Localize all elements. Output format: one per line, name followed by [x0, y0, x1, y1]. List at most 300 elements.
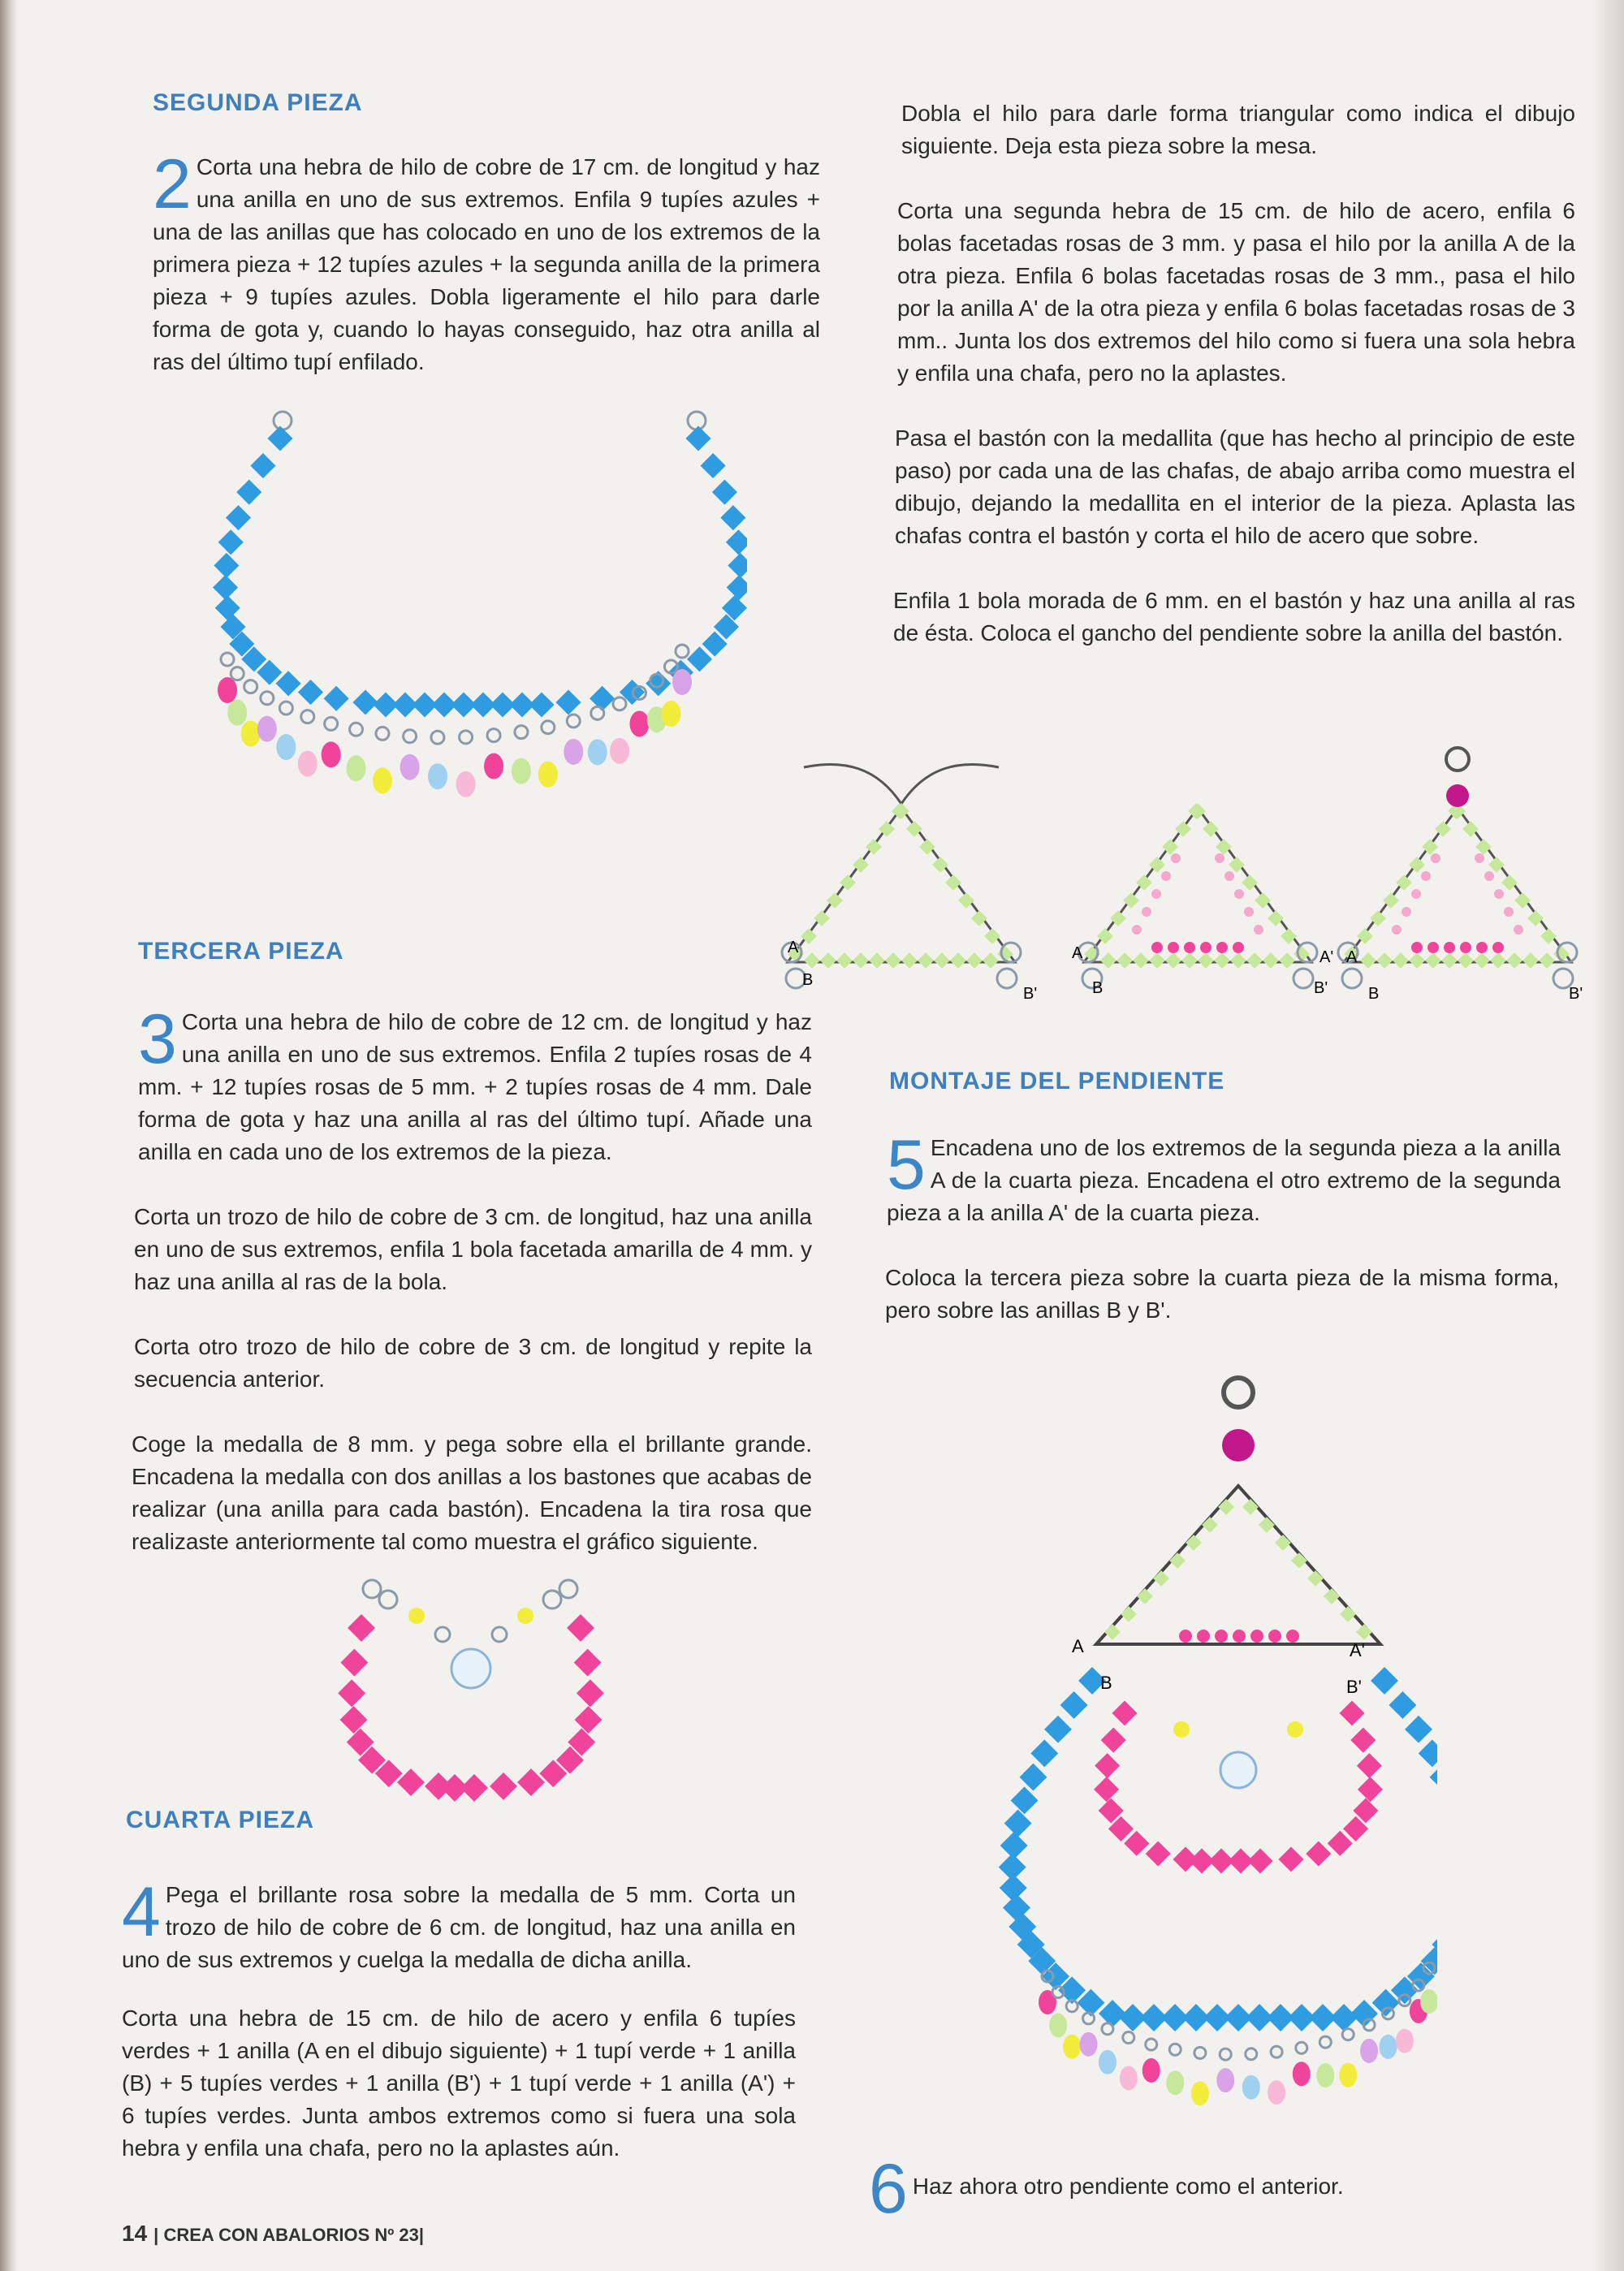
pink-facet-bead	[1168, 942, 1179, 953]
pink-facet-bead	[1233, 1630, 1246, 1643]
pink-facet-bead	[1514, 925, 1523, 935]
pink-facet-bead	[1411, 942, 1423, 953]
issue-number: Nº 23	[374, 2225, 419, 2245]
label-A-prime-2: A'	[1320, 948, 1334, 966]
green-bead	[1100, 952, 1116, 969]
blue-bead	[1011, 1786, 1039, 1814]
green-bead	[869, 952, 885, 969]
step-number-5: 5	[887, 1126, 926, 1204]
pink-facet-bead	[1151, 942, 1163, 953]
green-bead	[804, 952, 820, 969]
charm-ring	[591, 706, 604, 719]
pink-facet-bead	[1215, 1630, 1228, 1643]
blue-bead	[1430, 1764, 1437, 1791]
green-bead	[1474, 952, 1490, 969]
pink-bead	[348, 1614, 375, 1642]
step-number-3: 3	[138, 1000, 177, 1078]
charm-bead	[1268, 2080, 1285, 2105]
green-bead	[1376, 952, 1393, 969]
label-B: B	[802, 971, 814, 989]
charm-ring	[613, 697, 626, 710]
top-ring-left	[274, 412, 292, 430]
yellow-bead	[1287, 1721, 1303, 1738]
jump-ring	[997, 969, 1017, 988]
blue-bead	[529, 692, 554, 717]
pink-facet-bead	[1484, 871, 1494, 881]
blue-bead	[324, 686, 349, 711]
blue-bead	[720, 505, 745, 530]
right-paragraph-4: Enfila 1 bola morada de 6 mm. en el bastón y haz una anilla al ras de ésta. Coloca el gancho del pendiente sobre la anilla del bastón.	[893, 588, 1575, 645]
green-bead	[1242, 874, 1258, 891]
label-B-prime: B'	[1023, 985, 1038, 1003]
blue-bead	[236, 480, 261, 505]
charm-bead	[1049, 2013, 1067, 2037]
charm-bead	[564, 739, 583, 765]
charm-bead	[672, 669, 692, 695]
blue-bead	[213, 575, 238, 600]
charm-ring	[1342, 2029, 1354, 2040]
pink-bead	[1094, 1777, 1119, 1802]
charm-bead	[241, 721, 261, 747]
pink-bead	[338, 1679, 365, 1707]
green-bead	[1501, 874, 1518, 891]
green-bead	[1246, 952, 1263, 969]
blue-bead	[298, 680, 323, 705]
section3-paragraph-3: Corta otro trozo de hilo de cobre de 3 cm. de longitud y repite la secuencia anterior.	[134, 1334, 812, 1392]
pink-facet-bead	[1132, 925, 1142, 935]
pink-bead	[1247, 1848, 1272, 1873]
label-A-2: A	[1072, 944, 1083, 962]
charm-ring	[1083, 2013, 1095, 2024]
green-bead	[1425, 952, 1441, 969]
section3-paragraph-4: Coge la medalla de 8 mm. y pega sobre ella el brillante grande. Encadena la medalla con dos anillas a los bastones que acabas de realizar (una anilla para cada bastón). Encadena la tira rosa que realizaste anteriormente tal como muestra el gráfico siguiente.	[132, 1431, 812, 1554]
charm-bead	[400, 754, 420, 780]
charm-bead	[1316, 2063, 1334, 2088]
yellow-bead	[1173, 1721, 1190, 1738]
section-heading-tercera: TERCERA PIEZA	[138, 938, 344, 965]
charm-bead	[1420, 1989, 1437, 2014]
blue-bead	[1419, 1739, 1437, 1767]
blue-bead	[1389, 1691, 1416, 1719]
blue-bead	[1371, 1667, 1398, 1695]
pink-facet-bead	[1200, 942, 1212, 953]
charm-bead	[257, 716, 277, 742]
diagram-cuarta-pieza-triangles	[780, 735, 1592, 1011]
charm-ring	[1220, 2049, 1231, 2060]
right-paragraph-1: Dobla el hilo para darle forma triangular como indica el dibujo siguiente. Deja esta pieza sobre la mesa.	[901, 101, 1575, 158]
charm-ring	[350, 723, 363, 736]
green-bead	[1202, 1517, 1218, 1533]
section3-paragraph-2: Corta un trozo de hilo de cobre de 3 cm. de longitud, haz una anilla en uno de sus extremos, enfila 1 bola facetada amarilla de 4 mm. y haz una anilla al ras de la bola.	[134, 1204, 812, 1294]
green-bead	[1506, 952, 1522, 969]
charm-bead	[538, 762, 558, 788]
top-ring-right	[688, 412, 706, 430]
pink-bead	[490, 1772, 517, 1800]
charm-bead	[512, 758, 531, 784]
triangle-steps	[782, 748, 1577, 988]
left-column	[122, 89, 820, 378]
pink-facet-bead	[1215, 853, 1224, 863]
section4-block	[122, 1807, 812, 2165]
charm-ring	[325, 717, 338, 730]
blue-bead	[701, 453, 726, 478]
charm-bead	[322, 741, 341, 767]
pink-facet-bead	[1444, 942, 1455, 953]
charm-bead	[1396, 2029, 1414, 2053]
right-paragraph-2: Corta una segunda hebra de 15 cm. de hilo de acero, enfila 6 bolas facetadas rosas de 3 mm. y pasa el hilo por la anilla A de la otra pieza. Enfila 6 bolas facetadas rosas de 3 mm., pasa el hilo por la anilla A' de la otra pieza y enfila 6 bolas facetadas rosas de 3 mm.. Junta los dos extremos del hilo como si fuera una sola hebra y enfila una chafa, pero no la aplastes.	[897, 198, 1575, 386]
charm-ring	[376, 727, 389, 740]
charm-bead	[629, 710, 649, 736]
jump-ring	[1342, 969, 1362, 988]
blue-bead	[250, 453, 275, 478]
pink-bead	[1278, 1846, 1303, 1872]
green-bead	[1133, 952, 1149, 969]
charm-bead	[347, 755, 366, 781]
green-bead	[1356, 1624, 1372, 1640]
pink-bead-drop	[338, 1580, 604, 1802]
step-number-2: 2	[153, 145, 192, 223]
purple-bead	[1222, 1429, 1255, 1461]
green-bead	[950, 952, 966, 969]
green-bead	[1281, 928, 1297, 944]
page-footer: 14 | CREA CON ABALORIOS Nº 23|	[122, 2221, 425, 2246]
wire-triangle	[1344, 808, 1571, 962]
charm-bead	[1080, 2032, 1098, 2057]
page-spine	[0, 0, 18, 2271]
green-bead	[1307, 1570, 1324, 1587]
yellow-bead	[517, 1608, 533, 1624]
charm-bead	[428, 763, 447, 789]
pink-facet-bead	[1142, 907, 1151, 917]
blue-bead	[352, 689, 378, 715]
pink-facet-bead	[1286, 1630, 1299, 1643]
wire-triangle	[788, 808, 1015, 962]
pink-facet-bead	[1411, 889, 1421, 899]
charm-ring	[301, 710, 314, 723]
blue-bead	[1030, 1739, 1058, 1767]
charm-bead	[588, 739, 607, 765]
green-bead	[1275, 1535, 1291, 1551]
green-bead	[1116, 952, 1133, 969]
green-bead	[1527, 910, 1544, 926]
charm-fringe	[218, 645, 692, 797]
section3-paragraph-1: 3 Corta una hebra de hilo de cobre de 12 cm. de longitud y haz una anilla en uno de sus extremos. Enfila 2 tupíes rosas de 4 mm. + 12 tupíes rosas de 5 mm. + 2 tupíes rosas de 4 mm. Dale forma de gota y haz una anilla al ras del último tupí. Añade una anilla en cada uno de los extremos de la pieza.	[138, 1000, 812, 1164]
charm-bead	[661, 701, 680, 727]
green-bead	[1458, 952, 1474, 969]
section5-paragraph-1: 5 Encadena uno de los extremos de la segunda pieza a la anilla A de la cuarta pieza. Encadena el otro extremo de la segunda pieza a la anilla A' de la cuarta pieza.	[887, 1126, 1561, 1225]
pink-bead	[1101, 1728, 1126, 1753]
green-bead	[1259, 1517, 1275, 1533]
green-bead	[1104, 1624, 1121, 1640]
green-bead	[1522, 952, 1539, 969]
blue-bead	[687, 646, 712, 671]
green-bead	[853, 952, 869, 969]
yellow-bead	[408, 1608, 425, 1624]
pink-facet-bead	[1494, 889, 1504, 899]
pink-facet-bead	[1475, 853, 1484, 863]
label-B-prime-final: B'	[1346, 1677, 1362, 1697]
green-bead	[820, 952, 836, 969]
charm-bead	[484, 753, 503, 779]
pink-bead	[577, 1679, 604, 1707]
charm-bead	[1191, 2081, 1209, 2105]
charm-ring	[244, 680, 257, 693]
green-bead	[1279, 952, 1295, 969]
pink-facet-bead	[1151, 889, 1161, 899]
pink-facet-bead	[1179, 1630, 1192, 1643]
section6-paragraph: 6 Haz ahora otro pendiente como el anterior.	[869, 2150, 1344, 2228]
green-bead	[885, 952, 901, 969]
pink-facet-bead	[1268, 1630, 1281, 1643]
pink-facet-bead	[1234, 889, 1244, 899]
charm-bead	[1360, 2039, 1378, 2063]
charm-ring	[567, 715, 580, 727]
green-bead	[934, 952, 950, 969]
green-bead	[1186, 1535, 1202, 1551]
blue-bead	[726, 529, 747, 555]
charm-bead	[1379, 2035, 1397, 2059]
pink-facet-bead	[1233, 942, 1244, 953]
section5-block	[885, 1068, 1575, 1327]
charm-bead	[1142, 2058, 1160, 2083]
green-bead	[945, 874, 961, 891]
ear-hook	[1224, 1378, 1253, 1407]
pink-facet-bead	[1421, 871, 1431, 881]
pink-bead	[1112, 1700, 1137, 1725]
charm-bead	[1099, 2050, 1116, 2075]
right-column	[885, 97, 1575, 650]
label-A-3: A	[1346, 948, 1358, 966]
green-bead	[958, 892, 974, 909]
pink-facet-bead	[1392, 925, 1402, 935]
charm-ring	[1296, 2042, 1307, 2053]
pink-bead	[340, 1706, 368, 1733]
wire-ends	[804, 764, 999, 804]
pink-bead	[1095, 1753, 1120, 1778]
pink-facet-bead	[1431, 853, 1440, 863]
jump-ring	[492, 1627, 507, 1642]
charm-ring	[279, 702, 292, 715]
charm-bead	[1166, 2070, 1184, 2095]
charm-bead	[1120, 2066, 1138, 2090]
charm-ring	[431, 731, 444, 744]
green-bead	[1198, 952, 1214, 969]
diagram-tercera-pieza	[325, 1563, 617, 1815]
blue-bead	[226, 505, 251, 530]
charm-ring	[1246, 2049, 1257, 2060]
charm-ring	[1194, 2047, 1206, 2058]
diagram-montaje	[950, 1364, 1437, 2176]
green-bead	[1153, 1570, 1169, 1587]
green-bead	[1137, 1588, 1153, 1604]
charm-ring	[460, 731, 473, 744]
step-number-4: 4	[122, 1873, 161, 1951]
charm-bead	[1293, 2062, 1311, 2086]
pink-bead	[1357, 1753, 1382, 1778]
pink-facet-bead	[1224, 871, 1234, 881]
wire-triangle	[1096, 1486, 1380, 1644]
section-heading-montaje: MONTAJE DEL PENDIENTE	[889, 1068, 1225, 1094]
medal	[451, 1649, 490, 1688]
green-bead	[983, 952, 999, 969]
label-B-3: B	[1368, 985, 1380, 1003]
page-number: 14	[122, 2221, 148, 2246]
green-bead	[1340, 1606, 1356, 1622]
charm-ring	[261, 692, 274, 705]
green-bead	[901, 952, 918, 969]
section-heading-segunda: SEGUNDA PIEZA	[153, 89, 363, 116]
green-bead	[918, 952, 934, 969]
jump-ring	[363, 1580, 381, 1598]
pink-facet-bead	[1492, 942, 1504, 953]
charm-ring	[1123, 2031, 1134, 2043]
label-B-final: B	[1100, 1673, 1112, 1693]
pink-bead	[1339, 1700, 1364, 1725]
pink-facet-bead	[1250, 1630, 1263, 1643]
pink-facet-bead	[1244, 907, 1254, 917]
green-bead	[1242, 1499, 1259, 1515]
pink-bead	[460, 1774, 488, 1802]
section4-paragraph-1: 4 Pega el brillante rosa sobre la medalla de 5 mm. Corta un trozo de hilo de cobre de 6 cm. de longitud, haz una anilla en uno de sus extremos y cuelga la medalla de dicha anilla.	[122, 1873, 796, 1972]
green-bead	[1214, 952, 1230, 969]
pink-bead	[567, 1614, 594, 1642]
magazine-name: CREA CON ABALORIOS	[163, 2225, 370, 2245]
medal	[1220, 1752, 1256, 1788]
charm-ring	[1102, 2023, 1113, 2035]
blue-bead	[727, 575, 747, 600]
charm-bead	[276, 734, 296, 760]
charm-bead	[456, 771, 476, 797]
step-number-6: 6	[869, 2150, 908, 2228]
ear-hook	[1446, 748, 1469, 771]
green-bead	[1218, 1499, 1234, 1515]
charm-bead	[298, 751, 317, 777]
green-bead	[1540, 928, 1557, 944]
blue-bead	[214, 553, 239, 578]
purple-bead	[1446, 784, 1469, 807]
charm-ring	[404, 730, 417, 743]
section3-block	[122, 938, 812, 1558]
blue-bead	[215, 595, 240, 620]
blue-bead	[728, 553, 747, 578]
wire-triangle	[1084, 808, 1311, 962]
blue-bead	[1330, 2004, 1358, 2031]
green-bead	[1441, 952, 1458, 969]
charm-ring	[487, 729, 500, 742]
green-bead	[1169, 1552, 1186, 1569]
page-edge	[1592, 0, 1624, 2271]
charm-ring	[542, 721, 555, 734]
section5-paragraph-2: Coloca la tercera pieza sobre la cuarta pieza de la misma forma, pero sobre las anillas B y B'.	[885, 1265, 1559, 1323]
green-bead	[1490, 952, 1506, 969]
blue-bead	[218, 529, 244, 555]
pink-facet-bead	[1504, 907, 1514, 917]
jump-ring	[1294, 969, 1313, 988]
green-bead	[984, 928, 1000, 944]
pink-bead	[575, 1706, 603, 1733]
green-bead	[1393, 952, 1409, 969]
green-bead	[1268, 910, 1284, 926]
blue-bead	[1044, 1716, 1072, 1743]
jump-ring	[543, 1591, 561, 1608]
charm-bead	[1063, 2035, 1081, 2059]
charm-ring	[1146, 2039, 1157, 2050]
charm-ring	[231, 667, 244, 680]
charm-ring	[676, 645, 689, 658]
charm-ring	[221, 653, 234, 666]
charm-bead	[227, 700, 247, 726]
green-bead	[966, 952, 983, 969]
charm-bead	[1242, 2075, 1260, 2100]
charm-ring	[515, 726, 528, 739]
blue-bead	[1405, 1716, 1432, 1743]
label-B-2: B	[1092, 979, 1104, 997]
charm-ring	[1271, 2046, 1282, 2057]
label-A-final: A	[1072, 1636, 1084, 1656]
pink-facet-bead	[1476, 942, 1488, 953]
green-bead	[1539, 952, 1555, 969]
blue-bead	[555, 689, 581, 715]
green-bead	[1409, 952, 1425, 969]
blue-bead	[267, 425, 292, 451]
pink-bead	[340, 1649, 368, 1677]
green-bead	[1255, 892, 1271, 909]
section6-block	[869, 2150, 1600, 2228]
blue-bead	[1004, 1810, 1032, 1837]
pink-facet-bead	[1197, 1630, 1210, 1643]
diagram-segunda-pieza	[162, 398, 747, 869]
blue-bead	[1019, 1764, 1047, 1791]
green-bead	[1181, 952, 1198, 969]
blue-bead	[685, 425, 710, 451]
charm-ring	[1169, 2044, 1181, 2055]
green-bead	[1263, 952, 1279, 969]
pink-facet-bead	[1216, 942, 1228, 953]
label-A-prime-final: A'	[1350, 1640, 1365, 1660]
charm-bead	[1339, 2063, 1357, 2088]
pink-facet-bead	[1184, 942, 1195, 953]
pink-facet-bead	[1161, 871, 1171, 881]
green-bead	[1514, 892, 1531, 909]
pink-facet-bead	[1254, 925, 1263, 935]
green-bead	[971, 910, 987, 926]
pink-bead	[574, 1649, 602, 1677]
blue-bead	[1060, 1691, 1088, 1719]
jump-ring	[435, 1627, 450, 1642]
pink-bead	[1350, 1728, 1376, 1753]
pink-facet-bead	[1402, 907, 1411, 917]
pink-bead	[1146, 1841, 1171, 1867]
right-paragraph-3: Pasa el bastón con la medallita (que has hecho al principio de este paso) por cada una de las chafas, de abajo arriba como muestra el dibujo, dejando la medallita en el interior de la pieza. Aplasta las chafas contra el bastón y corta el hilo de acero que sobre.	[895, 425, 1575, 548]
charm-bead	[218, 677, 237, 703]
green-bead	[1230, 952, 1246, 969]
section4-paragraph-2: Corta una hebra de 15 cm. de hilo de acero y enfila 6 tupíes verdes + 1 anilla (A en el dibujo siguiente) + 1 tupí verde + 1 anilla (B) + 5 tupíes verdes + 1 anilla (B') + 1 tupí verde + 1 anilla (A') + 6 tupíes verdes. Junta ambos extremos como si fuera una sola hebra y enfila una chafa, pero no la aplastes aún.	[122, 2005, 796, 2161]
jump-ring	[379, 1591, 397, 1608]
green-bead	[1121, 1606, 1137, 1622]
green-bead	[1291, 1552, 1307, 1569]
jump-ring	[559, 1580, 577, 1598]
charm-bead	[1216, 2068, 1234, 2092]
charm-bead	[373, 767, 392, 793]
label-B-prime-3: B'	[1569, 985, 1583, 1003]
pink-bead	[1306, 1841, 1331, 1867]
label-A: A	[788, 939, 799, 956]
pink-facet-bead	[1460, 942, 1471, 953]
pink-facet-bead	[1171, 853, 1181, 863]
green-bead	[1360, 952, 1376, 969]
section2-paragraph: 2 Corta una hebra de hilo de cobre de 17 cm. de longitud y haz una anilla en uno de sus extremos. Enfila 9 tupíes azules + una de las anillas que has colocado en uno de los extremos de la primera pieza + 12 tupíes azules + la segunda anilla de la primera pieza + 9 tupíes azules. Dobla ligeramente el hilo para darle forma de gota y, cuando lo hayas conseguido, haz otra anilla al ras del último tupí enfilado.	[153, 145, 820, 374]
pink-bead	[1358, 1777, 1383, 1802]
